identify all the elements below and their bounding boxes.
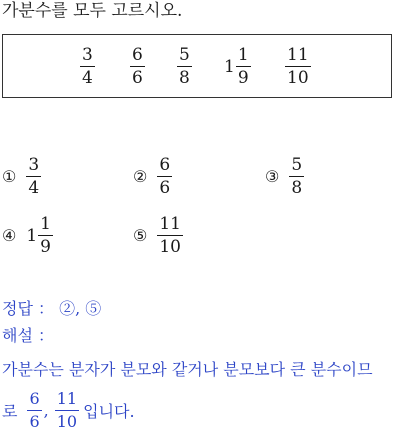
denominator: 6	[29, 412, 40, 431]
denominator: 4	[28, 178, 40, 198]
explanation-comma: ,	[43, 401, 49, 420]
whole-number: 1	[224, 56, 235, 77]
whole-number: 1	[26, 225, 38, 246]
question-text: 가분수를 모두 고르시오.	[2, 1, 183, 21]
numerator: 5	[179, 45, 190, 65]
choice-mark: ⑤	[133, 226, 148, 245]
fraction-bar	[130, 66, 145, 67]
denominator: 8	[179, 68, 190, 88]
denominator: 10	[287, 68, 309, 88]
numerator: 3	[28, 155, 40, 175]
denominator: 8	[291, 178, 303, 198]
numerator: 6	[29, 389, 40, 408]
explanation-line-1: 가분수는 분자가 분모와 같거나 분모보다 큰 분수이므	[2, 360, 373, 379]
box-fraction-2	[130, 45, 145, 88]
answer-label: 정답 ： ②, ⑤	[2, 299, 102, 318]
fraction-bar	[236, 66, 251, 67]
denominator: 6	[132, 68, 143, 88]
choice-mark: ③	[265, 167, 280, 186]
fraction-bar	[27, 410, 41, 411]
choice-3[interactable]	[265, 155, 304, 198]
fraction-box	[2, 34, 392, 98]
numerator: 3	[82, 45, 93, 65]
denominator: 9	[237, 68, 249, 88]
denominator: 4	[82, 68, 93, 88]
numerator: 11	[56, 389, 78, 408]
denominator: 6	[159, 178, 171, 198]
numerator: 11	[159, 214, 181, 234]
explanation-line-2	[2, 389, 135, 432]
fraction-bar	[289, 176, 304, 177]
fraction-bar	[285, 66, 311, 67]
box-fraction-5	[285, 45, 311, 88]
numerator: 5	[291, 155, 303, 175]
choice-2[interactable]	[133, 155, 172, 198]
choice-mark: ④	[2, 226, 17, 245]
choice-1[interactable]	[2, 155, 41, 198]
fraction-bar	[55, 410, 79, 411]
choice-5[interactable]	[133, 214, 183, 257]
fraction-bar	[177, 66, 192, 67]
fraction-bar	[157, 235, 183, 236]
fraction-bar	[38, 235, 53, 236]
explanation-label: 해설 ：	[2, 326, 54, 345]
box-fraction-1	[80, 45, 95, 88]
box-fraction-4	[224, 45, 251, 88]
explanation-fraction-1	[27, 389, 41, 432]
numerator: 11	[287, 45, 309, 65]
denominator: 10	[159, 237, 181, 257]
denominator: 9	[40, 237, 51, 257]
choice-mark: ②	[133, 167, 148, 186]
explanation-suffix: 입니다.	[83, 402, 135, 421]
numerator: 1	[40, 214, 51, 234]
choice-mark: ①	[2, 167, 17, 186]
explanation-fraction-2	[55, 389, 79, 432]
numerator: 6	[132, 45, 143, 65]
numerator: 1	[237, 45, 249, 65]
fraction-bar	[80, 66, 95, 67]
fraction-bar	[26, 176, 41, 177]
fraction-bar	[157, 176, 172, 177]
explanation-prefix: 로	[2, 402, 18, 421]
box-fraction-3	[177, 45, 192, 88]
numerator: 6	[159, 155, 171, 175]
denominator: 10	[56, 412, 78, 431]
choice-4[interactable]	[2, 214, 53, 257]
